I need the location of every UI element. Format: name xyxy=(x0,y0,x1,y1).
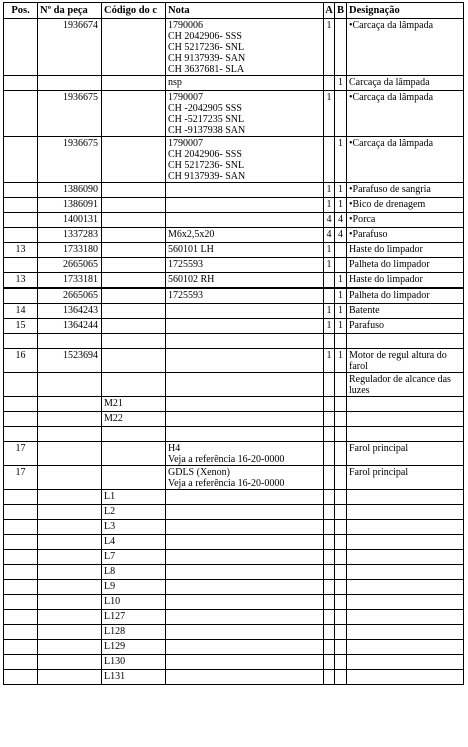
cell-qty-a: 1 xyxy=(324,19,335,76)
cell-qty-a xyxy=(324,505,335,520)
cell-part-number: 1386090 xyxy=(38,183,102,198)
cell-pos xyxy=(4,640,38,655)
cell-qty-a xyxy=(324,466,335,490)
cell-part-number: 1936675 xyxy=(38,91,102,137)
cell-qty-b: 1 xyxy=(335,319,347,334)
cell-qty-a xyxy=(324,550,335,565)
cell-code xyxy=(102,137,166,183)
cell-qty-b xyxy=(335,655,347,670)
cell-pos xyxy=(4,505,38,520)
cell-qty-b xyxy=(335,505,347,520)
cell-qty-b xyxy=(335,490,347,505)
cell-designation: Haste do limpador xyxy=(347,243,464,258)
cell-part-number: 2665065 xyxy=(38,288,102,304)
table-row xyxy=(4,273,464,289)
cell-note xyxy=(166,625,324,640)
cell-part-number xyxy=(38,550,102,565)
cell-qty-b: 1 xyxy=(335,288,347,304)
cell-code xyxy=(102,466,166,490)
cell-pos xyxy=(4,670,38,685)
cell-pos xyxy=(4,91,38,137)
cell-note xyxy=(166,655,324,670)
cell-qty-a: 1 xyxy=(324,349,335,373)
cell-designation xyxy=(347,595,464,610)
header-a: A xyxy=(324,3,335,19)
cell-note xyxy=(166,640,324,655)
cell-pos xyxy=(4,490,38,505)
cell-qty-b xyxy=(335,334,347,349)
cell-qty-a xyxy=(324,137,335,183)
cell-code xyxy=(102,304,166,319)
cell-part-number: 1523694 xyxy=(38,349,102,373)
cell-part-number xyxy=(38,535,102,550)
cell-qty-a xyxy=(324,373,335,397)
cell-qty-a xyxy=(324,655,335,670)
table-body xyxy=(4,19,464,685)
cell-pos xyxy=(4,427,38,442)
cell-part-number xyxy=(38,565,102,580)
header-b: B xyxy=(335,3,347,19)
header-code: Código do c xyxy=(102,3,166,19)
cell-designation xyxy=(347,427,464,442)
cell-designation: •Parafuso xyxy=(347,228,464,243)
header-note: Nota xyxy=(166,3,324,19)
cell-part-number xyxy=(38,640,102,655)
table-row xyxy=(4,288,464,304)
cell-pos: 13 xyxy=(4,273,38,289)
table-row xyxy=(4,334,464,349)
cell-part-number: 1936674 xyxy=(38,19,102,76)
cell-designation: Regulador de alcance das luzes xyxy=(347,373,464,397)
cell-designation: •Bico de drenagem xyxy=(347,198,464,213)
cell-qty-a: 1 xyxy=(324,319,335,334)
cell-pos: 15 xyxy=(4,319,38,334)
cell-code xyxy=(102,76,166,91)
cell-part-number: 1364244 xyxy=(38,319,102,334)
cell-qty-b: 1 xyxy=(335,349,347,373)
cell-pos xyxy=(4,213,38,228)
cell-qty-a xyxy=(324,412,335,427)
header-part-number: Nº da peça xyxy=(38,3,102,19)
table-row xyxy=(4,412,464,427)
cell-designation: Batente xyxy=(347,304,464,319)
table-row xyxy=(4,349,464,373)
table-row xyxy=(4,198,464,213)
cell-designation xyxy=(347,640,464,655)
cell-designation xyxy=(347,670,464,685)
header-designation: Designação xyxy=(347,3,464,19)
cell-code: L130 xyxy=(102,655,166,670)
cell-note xyxy=(166,535,324,550)
cell-note xyxy=(166,304,324,319)
cell-part-number xyxy=(38,76,102,91)
cell-note xyxy=(166,550,324,565)
cell-note: M6x2,5x20 xyxy=(166,228,324,243)
cell-code xyxy=(102,228,166,243)
table-row xyxy=(4,91,464,137)
cell-qty-b xyxy=(335,640,347,655)
table-row xyxy=(4,373,464,397)
cell-code: L9 xyxy=(102,580,166,595)
cell-note xyxy=(166,580,324,595)
cell-part-number: 1386091 xyxy=(38,198,102,213)
cell-part-number xyxy=(38,427,102,442)
cell-designation xyxy=(347,397,464,412)
cell-part-number: 1400131 xyxy=(38,213,102,228)
cell-note: nsp xyxy=(166,76,324,91)
cell-code: L7 xyxy=(102,550,166,565)
cell-designation: Haste do limpador xyxy=(347,273,464,289)
table-row xyxy=(4,595,464,610)
cell-designation: Carcaça da lâmpada xyxy=(347,76,464,91)
cell-part-number xyxy=(38,580,102,595)
cell-qty-b: 1 xyxy=(335,198,347,213)
cell-part-number xyxy=(38,505,102,520)
cell-qty-a: 1 xyxy=(324,198,335,213)
cell-qty-b xyxy=(335,373,347,397)
cell-designation: •Carcaça da lâmpada xyxy=(347,91,464,137)
cell-part-number: 1936675 xyxy=(38,137,102,183)
cell-qty-a: 1 xyxy=(324,258,335,273)
cell-note xyxy=(166,183,324,198)
cell-note: 1725593 xyxy=(166,288,324,304)
cell-note xyxy=(166,397,324,412)
table-row xyxy=(4,319,464,334)
cell-note xyxy=(166,610,324,625)
cell-qty-a xyxy=(324,535,335,550)
cell-pos xyxy=(4,550,38,565)
table-row xyxy=(4,610,464,625)
cell-qty-a xyxy=(324,397,335,412)
cell-code xyxy=(102,19,166,76)
cell-code xyxy=(102,442,166,466)
cell-pos xyxy=(4,183,38,198)
cell-qty-b: 1 xyxy=(335,304,347,319)
cell-qty-a xyxy=(324,640,335,655)
cell-part-number: 1733181 xyxy=(38,273,102,289)
cell-part-number xyxy=(38,625,102,640)
cell-pos xyxy=(4,520,38,535)
table-row xyxy=(4,565,464,580)
cell-note xyxy=(166,565,324,580)
cell-pos xyxy=(4,258,38,273)
cell-qty-a xyxy=(324,520,335,535)
cell-part-number xyxy=(38,670,102,685)
cell-note xyxy=(166,505,324,520)
cell-code: L3 xyxy=(102,520,166,535)
cell-part-number xyxy=(38,334,102,349)
cell-qty-a xyxy=(324,670,335,685)
cell-qty-b: 1 xyxy=(335,76,347,91)
cell-note xyxy=(166,427,324,442)
cell-qty-a: 4 xyxy=(324,213,335,228)
cell-qty-a xyxy=(324,288,335,304)
cell-code xyxy=(102,183,166,198)
cell-code xyxy=(102,91,166,137)
cell-pos xyxy=(4,595,38,610)
cell-qty-a: 1 xyxy=(324,304,335,319)
cell-note: 560101 LH xyxy=(166,243,324,258)
table-row xyxy=(4,243,464,258)
cell-qty-b xyxy=(335,412,347,427)
cell-code: L2 xyxy=(102,505,166,520)
cell-code: L1 xyxy=(102,490,166,505)
cell-qty-b xyxy=(335,580,347,595)
cell-qty-b: 1 xyxy=(335,273,347,289)
cell-part-number xyxy=(38,490,102,505)
cell-designation xyxy=(347,505,464,520)
cell-part-number xyxy=(38,520,102,535)
cell-designation xyxy=(347,655,464,670)
cell-code: L10 xyxy=(102,595,166,610)
cell-note xyxy=(166,213,324,228)
cell-qty-b xyxy=(335,595,347,610)
cell-pos xyxy=(4,535,38,550)
cell-part-number xyxy=(38,373,102,397)
cell-qty-b xyxy=(335,243,347,258)
cell-designation xyxy=(347,334,464,349)
cell-pos xyxy=(4,565,38,580)
cell-part-number xyxy=(38,466,102,490)
cell-designation xyxy=(347,610,464,625)
cell-code: L4 xyxy=(102,535,166,550)
cell-qty-a xyxy=(324,610,335,625)
cell-pos xyxy=(4,625,38,640)
cell-pos xyxy=(4,288,38,304)
cell-qty-b xyxy=(335,91,347,137)
cell-designation: •Carcaça da lâmpada xyxy=(347,19,464,76)
cell-note: GDLS (Xenon) Veja a referência 16-20-0000 xyxy=(166,466,324,490)
cell-code: M22 xyxy=(102,412,166,427)
cell-qty-b: 1 xyxy=(335,183,347,198)
cell-note: 1790007 CH 2042906- SSS CH 5217236- SNL CH 9137939- SAN xyxy=(166,137,324,183)
cell-designation: Motor de regul altura do farol xyxy=(347,349,464,373)
cell-qty-b xyxy=(335,19,347,76)
cell-designation: •Carcaça da lâmpada xyxy=(347,137,464,183)
cell-qty-b: 4 xyxy=(335,213,347,228)
cell-qty-b xyxy=(335,610,347,625)
cell-qty-b xyxy=(335,565,347,580)
table-row xyxy=(4,520,464,535)
cell-part-number: 1733180 xyxy=(38,243,102,258)
cell-part-number: 2665065 xyxy=(38,258,102,273)
table-row xyxy=(4,19,464,76)
cell-code xyxy=(102,319,166,334)
cell-part-number: 1337283 xyxy=(38,228,102,243)
cell-qty-a xyxy=(324,565,335,580)
header-pos: Pos. xyxy=(4,3,38,19)
table-row xyxy=(4,228,464,243)
table-row xyxy=(4,442,464,466)
table-row xyxy=(4,655,464,670)
cell-qty-a: 4 xyxy=(324,228,335,243)
cell-qty-a xyxy=(324,273,335,289)
cell-qty-a: 1 xyxy=(324,183,335,198)
cell-part-number: 1364243 xyxy=(38,304,102,319)
cell-qty-a xyxy=(324,427,335,442)
cell-qty-b xyxy=(335,442,347,466)
cell-note: 1790006 CH 2042906- SSS CH 5217236- SNL CH 9137939- SAN CH 3637681- SLA xyxy=(166,19,324,76)
cell-pos xyxy=(4,137,38,183)
cell-code xyxy=(102,273,166,289)
cell-part-number xyxy=(38,595,102,610)
cell-code: L127 xyxy=(102,610,166,625)
cell-note xyxy=(166,595,324,610)
cell-note xyxy=(166,520,324,535)
cell-designation: •Parafuso de sangria xyxy=(347,183,464,198)
cell-pos xyxy=(4,580,38,595)
cell-qty-b: 4 xyxy=(335,228,347,243)
table-row xyxy=(4,137,464,183)
cell-note: 560102 RH xyxy=(166,273,324,289)
cell-pos: 14 xyxy=(4,304,38,319)
table-row xyxy=(4,550,464,565)
cell-note xyxy=(166,373,324,397)
cell-code: L129 xyxy=(102,640,166,655)
table-row xyxy=(4,183,464,198)
cell-pos xyxy=(4,373,38,397)
cell-note xyxy=(166,490,324,505)
cell-pos xyxy=(4,76,38,91)
cell-designation xyxy=(347,580,464,595)
cell-qty-a xyxy=(324,76,335,91)
cell-designation: Farol principal xyxy=(347,466,464,490)
cell-code xyxy=(102,349,166,373)
cell-designation: Farol principal xyxy=(347,442,464,466)
cell-note xyxy=(166,334,324,349)
cell-code xyxy=(102,373,166,397)
cell-code xyxy=(102,213,166,228)
parts-table xyxy=(3,2,464,685)
cell-part-number xyxy=(38,610,102,625)
cell-designation: Parafuso xyxy=(347,319,464,334)
table-row xyxy=(4,466,464,490)
cell-note xyxy=(166,412,324,427)
table-row xyxy=(4,397,464,412)
cell-qty-b xyxy=(335,520,347,535)
cell-note: 1725593 xyxy=(166,258,324,273)
cell-note xyxy=(166,670,324,685)
cell-qty-a xyxy=(324,334,335,349)
cell-note: 1790007 CH -2042905 SSS CH -5217235 SNL CH -9137938 SAN xyxy=(166,91,324,137)
cell-note xyxy=(166,349,324,373)
cell-qty-b xyxy=(335,466,347,490)
cell-note: H4 Veja a referência 16-20-0000 xyxy=(166,442,324,466)
cell-designation: •Porca xyxy=(347,213,464,228)
table-row xyxy=(4,76,464,91)
cell-designation xyxy=(347,550,464,565)
cell-part-number xyxy=(38,397,102,412)
table-row xyxy=(4,580,464,595)
cell-code: L8 xyxy=(102,565,166,580)
table-row xyxy=(4,625,464,640)
cell-pos xyxy=(4,610,38,625)
cell-note xyxy=(166,198,324,213)
table-row xyxy=(4,670,464,685)
cell-pos: 16 xyxy=(4,349,38,373)
table-row xyxy=(4,505,464,520)
table-row xyxy=(4,640,464,655)
cell-pos xyxy=(4,19,38,76)
cell-qty-b xyxy=(335,625,347,640)
cell-designation xyxy=(347,520,464,535)
cell-qty-b xyxy=(335,397,347,412)
cell-designation: Palheta do limpador xyxy=(347,258,464,273)
parts-table-container xyxy=(3,2,463,685)
cell-qty-b xyxy=(335,550,347,565)
cell-pos xyxy=(4,397,38,412)
cell-code xyxy=(102,258,166,273)
cell-qty-b: 1 xyxy=(335,137,347,183)
table-row xyxy=(4,535,464,550)
cell-code xyxy=(102,243,166,258)
cell-designation xyxy=(347,565,464,580)
cell-qty-b xyxy=(335,535,347,550)
cell-code: L131 xyxy=(102,670,166,685)
table-header-row xyxy=(4,3,464,19)
cell-part-number xyxy=(38,655,102,670)
cell-qty-b xyxy=(335,258,347,273)
cell-code: M21 xyxy=(102,397,166,412)
cell-pos xyxy=(4,198,38,213)
table-row xyxy=(4,304,464,319)
cell-qty-a: 1 xyxy=(324,91,335,137)
cell-pos: 13 xyxy=(4,243,38,258)
cell-code xyxy=(102,288,166,304)
cell-qty-b xyxy=(335,670,347,685)
cell-qty-a xyxy=(324,490,335,505)
table-row xyxy=(4,427,464,442)
cell-code xyxy=(102,198,166,213)
table-row xyxy=(4,213,464,228)
cell-qty-a xyxy=(324,580,335,595)
cell-designation: Palheta do limpador xyxy=(347,288,464,304)
cell-qty-a xyxy=(324,625,335,640)
cell-designation xyxy=(347,535,464,550)
table-row xyxy=(4,490,464,505)
cell-pos xyxy=(4,334,38,349)
cell-qty-a xyxy=(324,442,335,466)
cell-pos: 17 xyxy=(4,466,38,490)
cell-designation xyxy=(347,490,464,505)
cell-designation xyxy=(347,412,464,427)
cell-pos xyxy=(4,655,38,670)
cell-code xyxy=(102,334,166,349)
table-row xyxy=(4,258,464,273)
cell-qty-a xyxy=(324,595,335,610)
cell-pos xyxy=(4,412,38,427)
cell-pos xyxy=(4,228,38,243)
cell-code xyxy=(102,427,166,442)
cell-qty-a: 1 xyxy=(324,243,335,258)
cell-part-number xyxy=(38,442,102,466)
cell-part-number xyxy=(38,412,102,427)
cell-designation xyxy=(347,625,464,640)
cell-pos: 17 xyxy=(4,442,38,466)
cell-note xyxy=(166,319,324,334)
cell-qty-b xyxy=(335,427,347,442)
cell-code: L128 xyxy=(102,625,166,640)
